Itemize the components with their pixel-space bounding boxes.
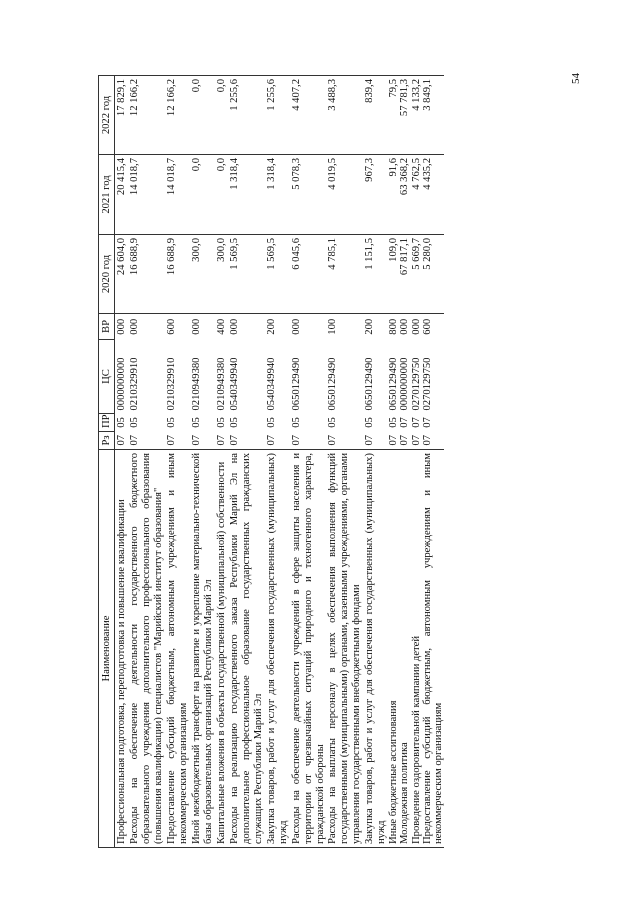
row-pr: 05 (215, 417, 227, 428)
row-2021: 4 435,2 (422, 155, 444, 235)
row-2020: 67 817,1 (399, 235, 410, 314)
row-2020: 300,0 (215, 235, 228, 314)
row-name: Предоставление субсидий бюджетным, автономным учреждениям и иным некоммерческим организациям (165, 450, 190, 848)
row-pr: 05 (388, 417, 400, 428)
row-cs: 0210329910 (128, 357, 140, 411)
row-rz: 07 (327, 434, 339, 446)
row-2020: 1 151,5 (363, 235, 388, 314)
row-vr: 000 (115, 314, 128, 340)
table-header-row (99, 76, 115, 848)
row-rz: 07 (128, 434, 140, 446)
row-2021: 0,0 (215, 155, 228, 235)
row-pr: 05 (327, 417, 339, 428)
row-2022: 0,0 (190, 76, 215, 155)
row-2022: 4 133,2 (411, 76, 422, 155)
row-2022: 1 255,6 (265, 76, 290, 155)
row-vr: 000 (228, 314, 265, 340)
table-row (190, 76, 215, 848)
row-2020: 6 045,6 (290, 235, 327, 314)
row-rz: 07 (421, 434, 433, 446)
budget-table-page (98, 76, 558, 848)
row-vr: 200 (265, 314, 290, 340)
row-pr: 05 (128, 417, 140, 428)
header-2022: 2022 год (99, 76, 115, 155)
row-cs: 0000000000 (116, 357, 127, 411)
row-vr: 200 (363, 314, 388, 340)
table-row (265, 76, 290, 848)
row-rz: 07 (388, 434, 400, 446)
row-rz: 07 (215, 434, 227, 446)
row-cs: 0540349940 (228, 357, 240, 411)
table-row (399, 76, 410, 848)
row-rz: 07 (265, 434, 277, 446)
row-rz: 07 (399, 434, 411, 446)
header-rz: Рз (99, 432, 115, 450)
row-rz: 07 (228, 434, 240, 446)
row-2020: 5 669,7 (411, 235, 422, 314)
header-cs: ЦС (99, 340, 115, 414)
row-pr: 07 (421, 417, 433, 428)
row-name: Молодежная политика (399, 450, 410, 848)
row-rz: 07 (410, 434, 422, 446)
row-2021: 4 019,5 (326, 155, 363, 235)
row-pr: 05 (190, 417, 202, 428)
row-name: Капитальные вложения в объекты государственной (муниципальной) собственности (215, 450, 228, 848)
row-name: Профессиональная подготовка, переподготовка и повышение квалификации (115, 450, 128, 848)
row-2020: 1 569,5 (228, 235, 265, 314)
row-pr: 05 (165, 417, 177, 428)
row-2022: 839,4 (363, 76, 388, 155)
row-rz: 07 (116, 434, 127, 446)
row-2022: 57 781,3 (399, 76, 410, 155)
page-number: 54 (570, 73, 582, 84)
row-2022: 4 407,2 (290, 76, 327, 155)
row-cs: 0270129750 (421, 357, 433, 411)
row-pr: 07 (410, 417, 422, 428)
row-vr: 400 (215, 314, 228, 340)
table-row (115, 76, 128, 848)
row-2021: 91,6 (388, 155, 399, 235)
row-2021: 14 018,7 (165, 155, 190, 235)
table-row (215, 76, 228, 848)
table-row (422, 76, 444, 848)
row-vr: 000 (411, 314, 422, 340)
row-cs: 0210329910 (165, 357, 177, 411)
row-cs: 0210949380 (190, 357, 202, 411)
row-cs: 0650129490 (327, 357, 339, 411)
row-vr: 100 (326, 314, 363, 340)
row-cs: 0210949380 (215, 357, 227, 411)
row-name: Проведение оздоровительной кампании детей (411, 450, 422, 848)
row-2022: 3 488,3 (326, 76, 363, 155)
row-2021: 5 078,3 (290, 155, 327, 235)
row-2022: 0,0 (215, 76, 228, 155)
row-2021: 1 318,4 (228, 155, 265, 235)
row-cs: 0270129750 (410, 357, 422, 411)
row-name: Расходы на выплаты персоналу в целях обеспечения выполнения функций государственными (муниципальными) органами, казенными учреждениями, органами управления государственными внебюджетными фондами (326, 450, 363, 848)
table-row (363, 76, 388, 848)
row-name: Расходы на обеспечение деятельности государственного бюджетного образовательного учреждения дополнительного профессионального образования (повышения квалификации) специалистов "Марийский институт образования" (128, 450, 165, 848)
row-cs: 0650129490 (290, 357, 302, 411)
table-row (128, 76, 165, 848)
row-2021: 1 318,4 (265, 155, 290, 235)
row-pr: 05 (116, 417, 127, 428)
row-2022: 79,5 (388, 76, 399, 155)
row-name: Иные бюджетные ассигнования (388, 450, 399, 848)
row-cs: 0650129490 (364, 357, 376, 411)
row-2021: 20 415,4 (115, 155, 128, 235)
row-2020: 5 280,0 (422, 235, 444, 314)
header-vr: ВР (99, 314, 115, 340)
table-row (290, 76, 327, 848)
row-vr: 000 (128, 314, 165, 340)
row-pr: 05 (228, 417, 240, 428)
table-row (388, 76, 399, 848)
row-2020: 109,0 (388, 235, 399, 314)
row-vr: 600 (422, 314, 444, 340)
header-pr: ПР (99, 414, 115, 432)
row-2022: 3 849,1 (422, 76, 444, 155)
row-vr: 000 (290, 314, 327, 340)
row-pr: 05 (265, 417, 277, 428)
row-2020: 300,0 (190, 235, 215, 314)
table-row (165, 76, 190, 848)
row-vr: 800 (388, 314, 399, 340)
row-vr: 600 (165, 314, 190, 340)
row-2021: 0,0 (190, 155, 215, 235)
row-2022: 17 829,1 (115, 76, 128, 155)
row-name: Закупка товаров, работ и услуг для обеспечения государственных (муниципальных) нужд (265, 450, 290, 848)
row-2021: 4 762,5 (411, 155, 422, 235)
row-2022: 1 255,6 (228, 76, 265, 155)
row-name: Расходы на обеспечение деятельности учреждений в сфере защиты населения и территории от чрезвычайных ситуаций природного и техногенного характера, гражданской обороны (290, 450, 327, 848)
row-2022: 12 166,2 (165, 76, 190, 155)
header-2021: 2021 год (99, 155, 115, 235)
row-vr: 000 (399, 314, 410, 340)
row-name: Предоставление субсидий бюджетным, автономным учреждениям и иным некоммерческим организациям (422, 450, 444, 848)
row-2020: 1 569,5 (265, 235, 290, 314)
row-2020: 24 604,0 (115, 235, 128, 314)
header-name: Наименование (99, 450, 115, 848)
row-2022: 12 166,2 (128, 76, 165, 155)
table-row (326, 76, 363, 848)
row-2020: 4 785,1 (326, 235, 363, 314)
row-2021: 14 018,7 (128, 155, 165, 235)
row-2021: 967,3 (363, 155, 388, 235)
table-row (411, 76, 422, 848)
row-cs: 0540349940 (265, 357, 277, 411)
row-2020: 16 688,9 (128, 235, 165, 314)
budget-table (98, 75, 444, 848)
row-2020: 16 688,9 (165, 235, 190, 314)
row-vr: 000 (190, 314, 215, 340)
row-name: Расходы на реализацию государственного заказа Республики Марий Эл на дополнительное профессиональное образование государственных гражданских служащих Республики Марий Эл (228, 450, 265, 848)
row-name: Иной межбюджетный трансферт на развитие и укрепление материально-технической базы образовательных организаций Республики Марий Эл (190, 450, 215, 848)
row-pr: 05 (290, 417, 302, 428)
row-pr: 05 (364, 417, 376, 428)
row-pr: 07 (399, 417, 411, 428)
row-2021: 63 368,2 (399, 155, 410, 235)
row-rz: 07 (290, 434, 302, 446)
row-rz: 07 (165, 434, 177, 446)
row-cs: 0650129490 (388, 357, 400, 411)
row-rz: 07 (364, 434, 376, 446)
row-cs: 0000000000 (399, 357, 411, 411)
table-row (228, 76, 265, 848)
row-name: Закупка товаров, работ и услуг для обеспечения государственных (муниципальных) нужд (363, 450, 388, 848)
header-2020: 2020 год (99, 235, 115, 314)
row-rz: 07 (190, 434, 202, 446)
